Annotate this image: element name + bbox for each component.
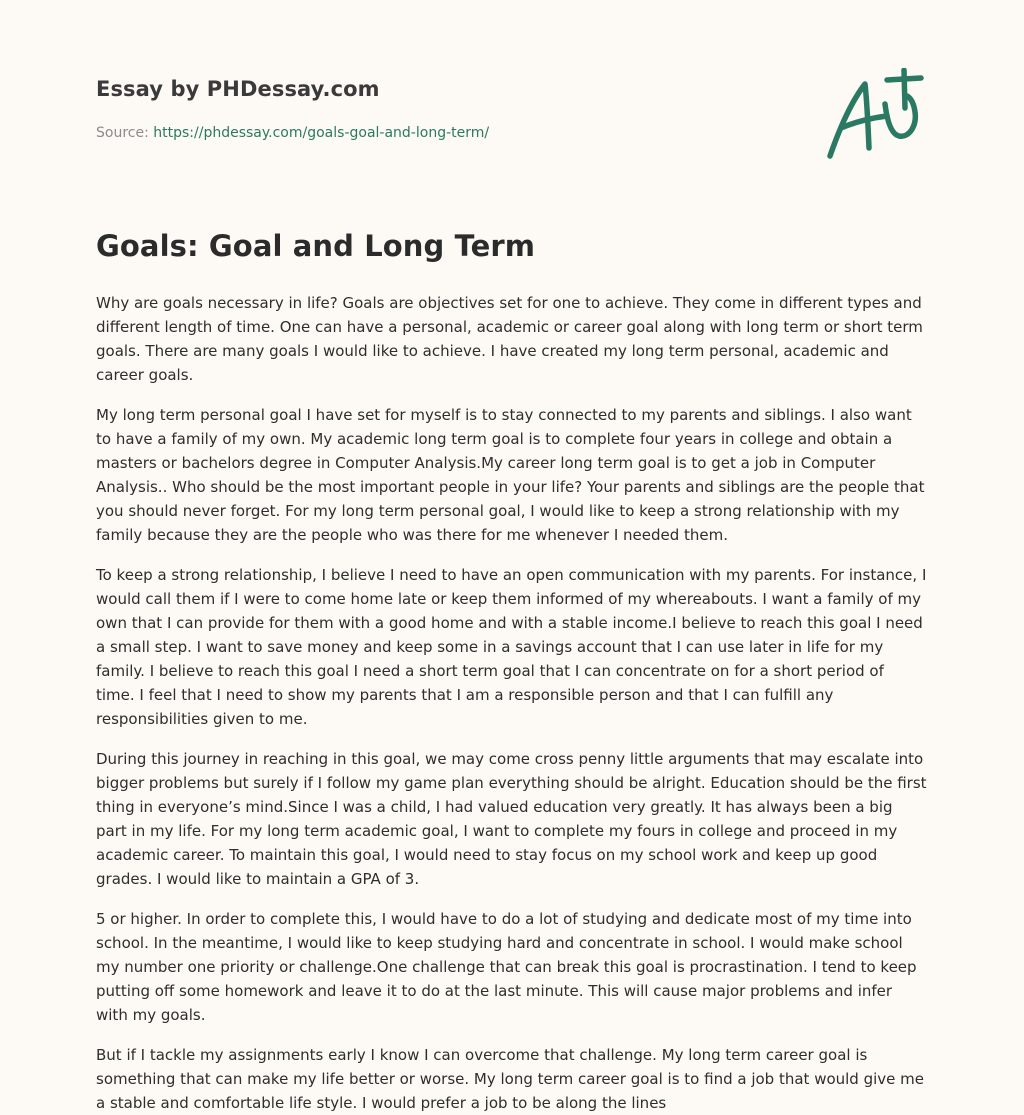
essay-paragraph: 5 or higher. In order to complete this, I would have to do a lot of studying and dedicate most of my time into school. In the meantime, I would like to keep studying hard and concentrate in school. I would make school my number one priority or challenge.One challenge that can break this goal is procrastination. I tend to keep putting off some homework and leave it to do at the last minute. This will cause major problems and infer with my goals. bbox=[96, 910, 917, 1024]
essay-paragraph: My long term personal goal I have set for myself is to stay connected to my parents and siblings. I also want to have a family of my own. My academic long term goal is to complete four years in college and obtain a masters or bachelors degree in Computer Analysis.My career long term goal is to get a job in Computer Analysis.. Who should be the most important people in your life? Your parents and siblings are the people that you should never forget. For my long term personal goal, I would like to keep a strong relationship with my family because they are the people who was there for me whenever I needed them. bbox=[96, 406, 925, 544]
essay-paragraph: Why are goals necessary in life? Goals are objectives set for one to achieve. They come in different types and different length of time. One can have a personal, academic or career goal along with long term or short term goals. There are many goals I would like to achieve. I have created my long term personal, academic and career goals. bbox=[96, 294, 923, 384]
a-plus-logo-icon bbox=[825, 68, 925, 164]
site-title: Essay by PHDessay.com bbox=[96, 77, 380, 101]
source-line bbox=[96, 125, 489, 141]
essay-title: Goals: Goal and Long Term bbox=[96, 229, 536, 263]
page-header bbox=[96, 0, 927, 200]
source-link[interactable]: https://phdessay.com/goals-goal-and-long-term/ bbox=[153, 125, 490, 141]
essay-body bbox=[96, 291, 927, 1115]
essay-paragraph: To keep a strong relationship, I believe I need to have an open communication with my parents. For instance, I would call them if I were to come home late or keep them informed of my whereabouts. I want a family of my own that I can provide for them with a good home and with a stable income.I believe to reach this goal I need a small step. I want to save money and keep some in a savings account that I can use later in life for my family. I believe to reach this goal I need a short term goal that I can concentrate on for a short period of time. I feel that I need to show my parents that I am a responsible person and that I can fulfill any responsibilities given to me. bbox=[96, 566, 927, 728]
source-label: Source: bbox=[96, 125, 154, 141]
essay-paragraph: But if I tackle my assignments early I know I can overcome that challenge. My long term career goal is something that can make my life better or worse. My long term career goal is to find a job that would give me a stable and comfortable life style. I would prefer a job to be along the lines bbox=[96, 1046, 925, 1112]
essay-paragraph: During this journey in reaching in this goal, we may come cross penny little arguments that may escalate into bigger problems but surely if I follow my game plan everything should be alright. Education should be the first thing in everyone’s mind.Since I was a child, I had valued education very greatly. It has always been a big part in my life. For my long term academic goal, I want to complete my fours in college and proceed in my academic career. To maintain this goal, I would need to stay focus on my school work and keep up good grades. I would like to maintain a GPA of 3. bbox=[96, 750, 927, 888]
